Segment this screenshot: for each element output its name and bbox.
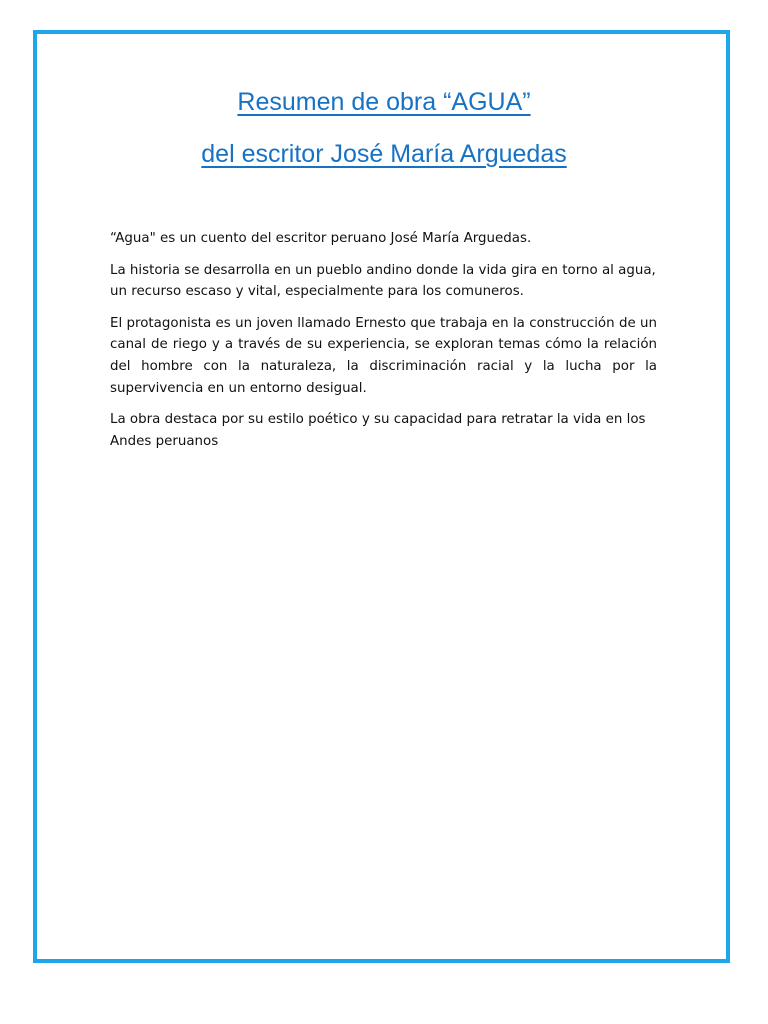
paragraph-protagonist: El protagonista es un joven llamado Ernesto que trabaja en la construcción de un canal de riego y a través de su experiencia, se exploran temas cómo la relación del hombre con la naturaleza, la discriminación racial y la lucha por la supervivencia en un entorno desigual. xyxy=(110,315,657,396)
paragraph-intro: “Agua" es un cuento del escritor peruano José María Arguedas. xyxy=(110,231,532,246)
document-body xyxy=(110,228,657,462)
paragraph-style: La obra destaca por su estilo poético y su capacidad para retratar la vida en los Andes peruanos xyxy=(110,412,646,449)
page-border-frame xyxy=(33,30,730,963)
document-title-line-2: del escritor José María Arguedas xyxy=(201,140,567,168)
paragraph-setting: La historia se desarrolla en un pueblo andino donde la vida gira en torno al agua, un recurso escaso y vital, especialmente para los comuneros. xyxy=(110,262,656,300)
document-title-line-1: Resumen de obra “AGUA” xyxy=(237,88,531,116)
